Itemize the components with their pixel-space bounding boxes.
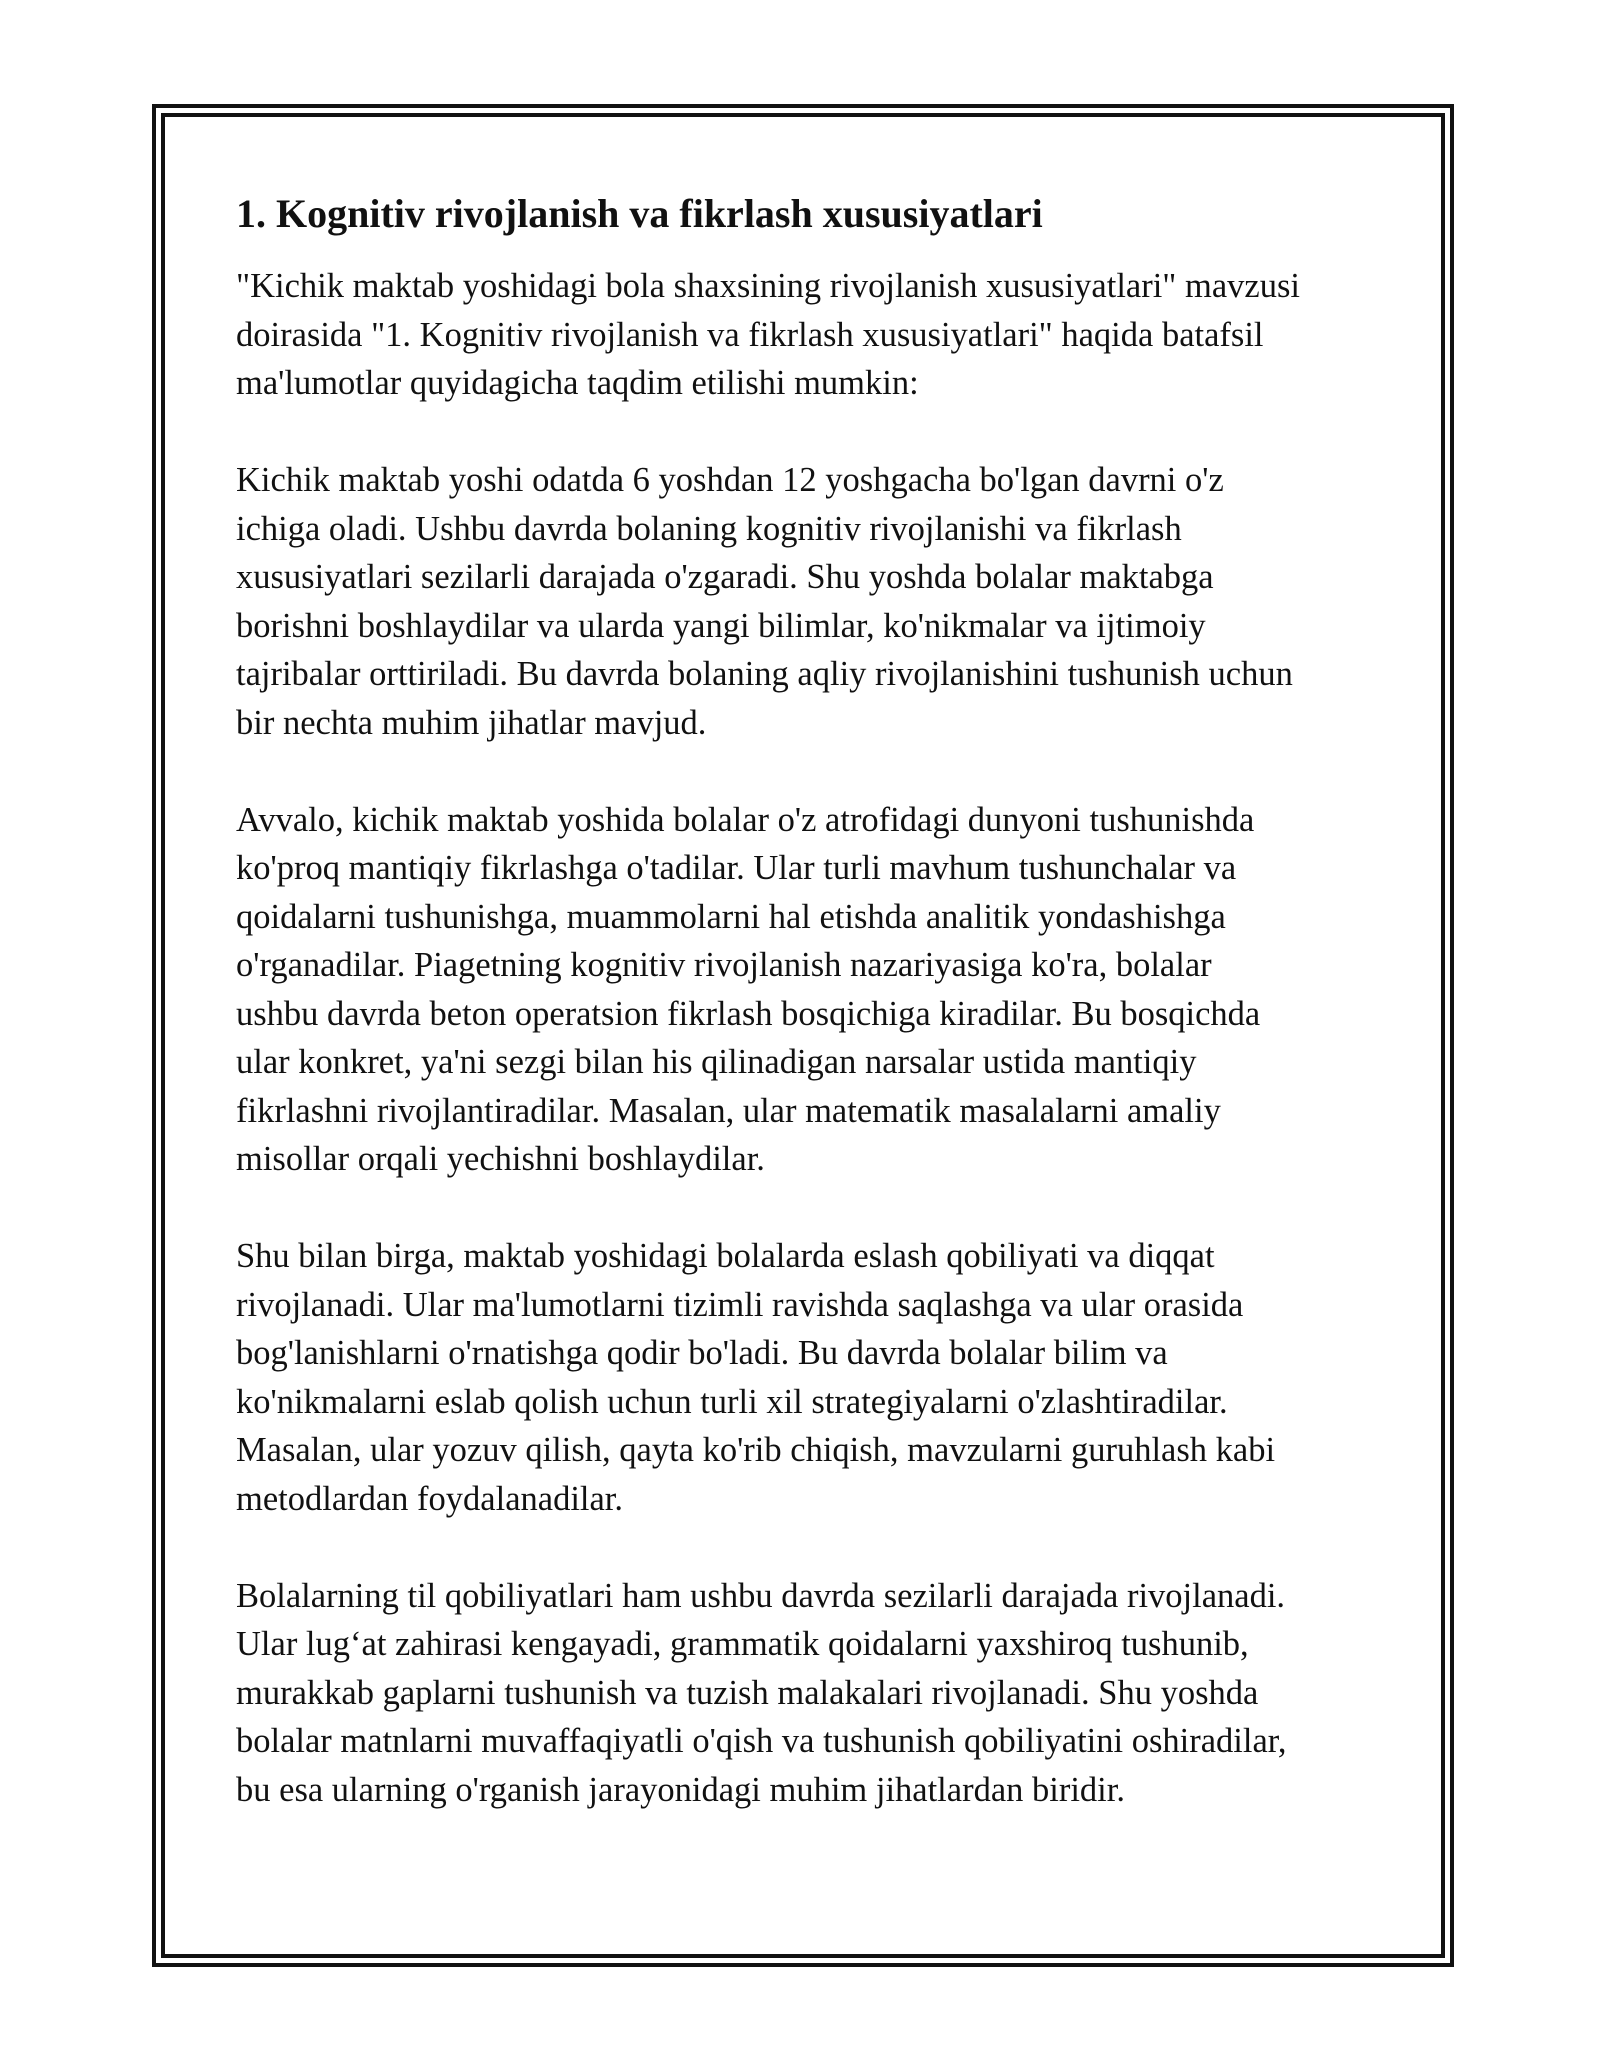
text-line: bir nechta muhim jihatlar mavjud. xyxy=(236,703,707,742)
text-line: bu esa ularning o'rganish jarayonidagi muhim jihatlardan biridir. xyxy=(236,1770,1125,1809)
text-line: doirasida "1. Kognitiv rivojlanish va fikrlash xususiyatlari" haqida batafsil xyxy=(236,315,1264,354)
paragraph-age-range xyxy=(236,456,1386,747)
paragraph-language-skills xyxy=(236,1572,1386,1815)
paragraph-logical-thinking xyxy=(236,796,1386,1184)
text-line: rivojlanadi. Ular ma'lumotlarni tizimli ravishda saqlashga va ular orasida xyxy=(236,1285,1244,1324)
text-line: ma'lumotlar quyidagicha taqdim etilishi mumkin: xyxy=(236,364,919,402)
paragraph-intro xyxy=(236,262,1386,408)
text-line: ko'nikmalarni eslab qolish uchun turli xil strategiyalarni o'zlashtiradilar. xyxy=(236,1382,1228,1421)
text-line: fikrlashni rivojlantiradilar. Masalan, ular matematik masalalarni amaliy xyxy=(236,1091,1221,1130)
text-line: ichiga oladi. Ushbu davrda bolaning kognitiv rivojlanishi va fikrlash xyxy=(236,509,1182,548)
text-line: murakkab gaplarni tushunish va tuzish malakalari rivojlanadi. Shu yoshda xyxy=(236,1673,1259,1712)
text-line: o'rganadilar. Piagetning kognitiv rivojlanish nazariyasiga ko'ra, bolalar xyxy=(236,946,1212,984)
text-line: misollar orqali yechishni boshlaydilar. xyxy=(236,1140,765,1178)
text-line: Shu bilan birga, maktab yoshidagi bolalarda eslash qobiliyati va diqqat xyxy=(236,1237,1215,1275)
text-line: Ular lug‘at zahirasi kengayadi, grammatik qoidalarni yaxshiroq tushunib, xyxy=(236,1625,1249,1663)
document-body xyxy=(236,188,1386,1863)
text-line: Bolalarning til qobiliyatlari ham ushbu davrda sezilarli darajada rivojlanadi. xyxy=(236,1576,1286,1615)
text-line: xususiyatlari sezilarli darajada o'zgaradi. Shu yoshda bolalar maktabga xyxy=(236,558,1214,596)
text-line: bolalar matnlarni muvaffaqiyatli o'qish va tushunish qobiliyatini oshiradilar, xyxy=(236,1722,1287,1760)
section-heading: 1. Kognitiv rivojlanish va fikrlash xususiyatlari xyxy=(236,191,1043,236)
text-line: Masalan, ular yozuv qilish, qayta ko'rib chiqish, mavzularni guruhlash kabi xyxy=(236,1431,1276,1469)
paragraph-memory-attention xyxy=(236,1232,1386,1523)
text-line: "Kichik maktab yoshidagi bola shaxsining rivojlanish xususiyatlari" mavzusi xyxy=(236,267,1300,305)
text-line: qoidalarni tushunishga, muammolarni hal etishda analitik yondashishga xyxy=(236,897,1226,936)
text-line: ko'proq mantiqiy fikrlashga o'tadilar. Ular turli mavhum tushunchalar va xyxy=(236,849,1237,887)
text-line: ushbu davrda beton operatsion fikrlash bosqichiga kiradilar. Bu bosqichda xyxy=(236,994,1261,1033)
text-line: Kichik maktab yoshi odatda 6 yoshdan 12 yoshgacha bo'lgan davrni o'z xyxy=(236,461,1224,499)
text-line: ular konkret, ya'ni sezgi bilan his qilinadigan narsalar ustida mantiqiy xyxy=(236,1043,1197,1081)
text-line: borishni boshlaydilar va ularda yangi bilimlar, ko'nikmalar va ijtimoiy xyxy=(236,606,1206,645)
text-line: tajribalar orttiriladi. Bu davrda bolaning aqliy rivojlanishini tushunish uchun xyxy=(236,655,1293,693)
text-line: metodlardan foydalanadilar. xyxy=(236,1479,624,1518)
text-line: Avvalo, kichik maktab yoshida bolalar o'z atrofidagi dunyoni tushunishda xyxy=(236,800,1255,839)
text-line: bog'lanishlarni o'rnatishga qodir bo'ladi. Bu davrda bolalar bilim va xyxy=(236,1334,1168,1372)
